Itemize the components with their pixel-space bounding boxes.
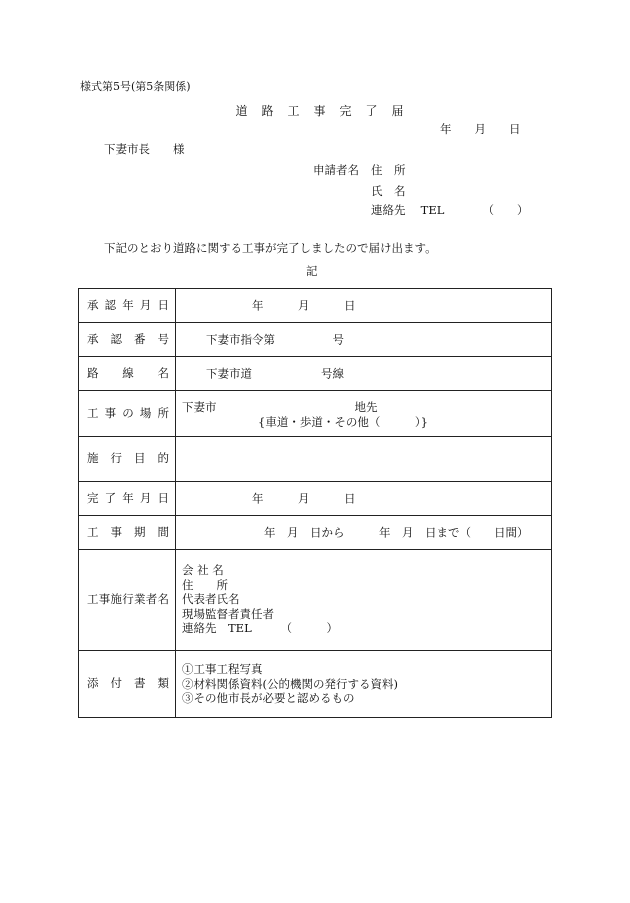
contractor-label-cell bbox=[79, 550, 176, 651]
approval-number-value: 下妻市指令第 号 bbox=[206, 331, 344, 346]
work-location-line2: {車道・歩道・その他（ ）} bbox=[258, 414, 428, 429]
attachments-cell[interactable] bbox=[176, 651, 552, 718]
applicant-contact-label: 連絡先 TEL （ ） bbox=[371, 203, 529, 217]
approval-number-cell[interactable] bbox=[176, 323, 552, 357]
completion-date-label: 完了年月日 bbox=[87, 490, 169, 505]
table-row bbox=[79, 482, 552, 516]
work-location-line1: 下妻市 地先 bbox=[182, 400, 378, 414]
contractor-representative-line: 代表者氏名 bbox=[182, 592, 240, 606]
attachment-item: ②材料関係資料(公的機関の発行する資料) bbox=[182, 676, 398, 691]
contractor-address-line: 住 所 bbox=[182, 577, 228, 592]
submission-date: 年 月 日 bbox=[440, 122, 521, 136]
contractor-company-line: 会 社 名 bbox=[182, 563, 224, 577]
attachment-item: ①工事工程写真 bbox=[182, 662, 263, 676]
contractor-cell[interactable] bbox=[176, 550, 552, 651]
table-row bbox=[79, 357, 552, 391]
attachment-item: ③その他市長が必要と認めるもの bbox=[182, 691, 355, 705]
approval-date-label-cell bbox=[79, 289, 176, 323]
table-row bbox=[79, 289, 552, 323]
table-row bbox=[79, 651, 552, 718]
work-period-label: 工事期間 bbox=[87, 524, 169, 539]
work-location-label-cell bbox=[79, 391, 176, 437]
ki-heading: 記 bbox=[306, 264, 318, 278]
applicant-address-label: 住 所 bbox=[371, 163, 406, 177]
applicant-name-label: 氏 名 bbox=[371, 184, 406, 198]
work-period-cell[interactable] bbox=[176, 516, 552, 550]
purpose-label: 施行目的 bbox=[87, 451, 169, 466]
completion-form-table bbox=[78, 288, 552, 718]
statement-text: 下記のとおり道路に関する工事が完了しましたので届け出ます。 bbox=[104, 241, 437, 255]
contractor-label: 工事施行業者名 bbox=[87, 592, 169, 607]
addressee: 下妻市長 様 bbox=[104, 142, 185, 156]
attachments-label-cell bbox=[79, 651, 176, 718]
contractor-contact-line: 連絡先 TEL （ ） bbox=[182, 621, 338, 635]
approval-date-cell[interactable] bbox=[176, 289, 552, 323]
route-name-value: 下妻市道 号線 bbox=[206, 365, 344, 380]
form-number-label: 様式第5号(第5条関係) bbox=[80, 80, 191, 93]
approval-date-value: 年 月 日 bbox=[252, 297, 356, 312]
table-row bbox=[79, 550, 552, 651]
route-name-label: 路線名 bbox=[87, 365, 169, 380]
table-row bbox=[79, 516, 552, 550]
work-period-label-cell bbox=[79, 516, 176, 550]
table-row bbox=[79, 323, 552, 357]
table-row bbox=[79, 437, 552, 482]
applicant-role-label: 申請者名 bbox=[313, 163, 359, 177]
work-location-cell[interactable] bbox=[176, 391, 552, 437]
contractor-supervisor-line: 現場監督者責任者 bbox=[182, 606, 274, 621]
approval-date-label: 承認年月日 bbox=[87, 297, 169, 312]
work-period-value: 年 月 日から 年 月 日まで（ 日間） bbox=[264, 524, 529, 539]
document-title: 道 路 工 事 完 了 届 bbox=[235, 104, 405, 118]
approval-number-label: 承認番号 bbox=[87, 331, 169, 346]
table-row bbox=[79, 391, 552, 437]
completion-date-cell[interactable] bbox=[176, 482, 552, 516]
approval-number-label-cell bbox=[79, 323, 176, 357]
completion-date-label-cell bbox=[79, 482, 176, 516]
purpose-cell[interactable] bbox=[176, 437, 552, 482]
route-name-cell[interactable] bbox=[176, 357, 552, 391]
attachments-label: 添付書類 bbox=[87, 676, 169, 691]
route-name-label-cell bbox=[79, 357, 176, 391]
purpose-label-cell bbox=[79, 437, 176, 482]
work-location-label: 工事の場所 bbox=[87, 405, 169, 420]
completion-date-value: 年 月 日 bbox=[252, 490, 356, 505]
